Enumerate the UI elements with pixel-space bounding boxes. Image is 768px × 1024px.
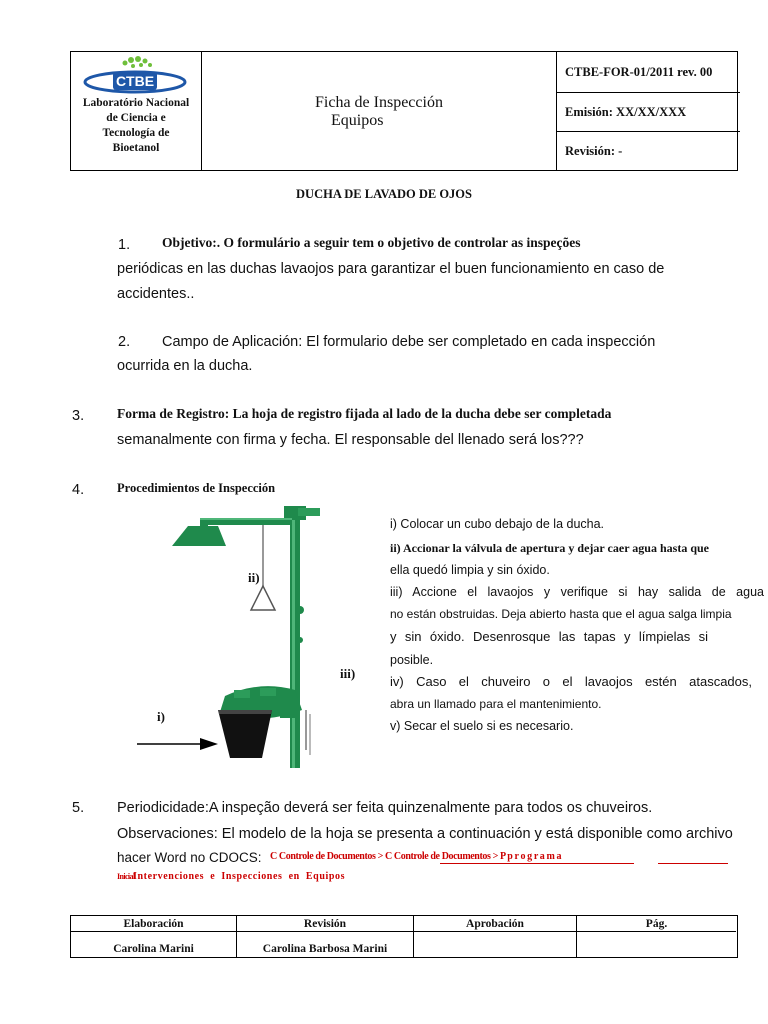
section-1-number: 1. <box>118 237 131 253</box>
col-revision: Revisión Carolina Barbosa Marini <box>237 916 414 957</box>
figure-label-i: i) <box>157 709 165 724</box>
revision: Revisión: - <box>565 143 623 158</box>
form-title: Ficha de Inspección Equipos <box>315 94 443 129</box>
link-underline-1 <box>440 863 634 864</box>
section-5-line1: Periodicidade:A inspeção deverá ser feita quinzenalmente para todos os chuveiros. <box>117 800 653 816</box>
section-4-heading: Procedimientos de Inspección <box>117 481 276 495</box>
step-iii-cont3: posible. <box>390 653 434 667</box>
step-iii: iii) Accione el lavaojos y verifique si hay salida de agua <box>390 585 764 599</box>
ctbe-logo <box>73 54 199 96</box>
section-2-number: 2. <box>118 334 131 350</box>
emission-date: Emisión: XX/XX/XXX <box>557 93 740 132</box>
step-iv: iv) Caso el chuveiro o el lavaojos estén atascados, <box>390 674 752 689</box>
bucket <box>218 710 272 758</box>
section-3-line2: semanalmente con firma y fecha. El responsable del llenado será los??? <box>117 432 584 448</box>
step-iv-cont: abra un llamado para el mantenimiento. <box>390 697 602 711</box>
signature-table <box>70 915 738 958</box>
col-elaboracion: Elaboración Carolina Marini <box>71 916 237 957</box>
section-3-registration: Forma de Registro: La hoja de registro fijada al lado de la ducha debe ser completada <box>117 406 612 421</box>
figure-label-ii: ii) <box>248 570 260 585</box>
eyewash-shower-illustration <box>130 500 370 775</box>
cdocs-link-prefix[interactable]: Inicial <box>117 872 135 881</box>
cdocs-link-folder[interactable]: Intervenciones e Inspecciones en Equipos <box>133 871 346 882</box>
step-i: i) Colocar un cubo debajo de la ducha. <box>390 517 605 531</box>
section-2-line1: Campo de Aplicación: El formulario debe ser completado en cada inspección <box>162 334 656 350</box>
section-1-line3: accidentes.. <box>117 286 195 302</box>
step-iii-cont1: no están obstruidas. Deja abierto hasta que el agua salga limpia <box>390 607 732 621</box>
section-5-number: 5. <box>72 800 85 816</box>
section-5-line3: hacer Word no CDOCS: <box>117 850 262 865</box>
section-4-number: 4. <box>72 482 85 498</box>
section-5-line2: Observaciones: El modelo de la hoja se presenta a continuación y está disponible como archivo <box>117 826 733 842</box>
col-aprobacion: Aprobación <box>414 916 577 957</box>
step-iii-cont2: y sin óxido. Desenrosque las tapas y límpielas si <box>390 629 708 644</box>
pull-handle <box>251 586 275 610</box>
doc-code: CTBE-FOR-01/2011 rev. 00 <box>557 52 740 93</box>
figure-label-iii: iii) <box>340 666 356 681</box>
section-1-objective: Objetivo:. O formulário a seguir tem o objetivo de controlar as inspeções <box>162 235 581 250</box>
section-2-line2: ocurrida en la ducha. <box>117 358 253 374</box>
section-1-line2: periódicas en las duchas lavaojos para garantizar el buen funcionamiento en caso de <box>117 261 665 277</box>
cdocs-link-path[interactable]: C Controle de Documentos > C Controle de Documentos > P p r o g r a m a <box>270 851 562 862</box>
shower-head <box>172 526 226 546</box>
header-logo-cell <box>71 52 202 170</box>
header-meta-cell <box>556 52 740 170</box>
step-v: v) Secar el suelo si es necesario. <box>390 719 574 733</box>
link-underline-2 <box>658 863 728 864</box>
svg-text:CTBE: CTBE <box>115 73 155 89</box>
col-pagina: Pág. <box>577 916 736 957</box>
step-ii-cont: ella quedó limpia y sin óxido. <box>390 563 550 577</box>
doc-title: DUCHA DE LAVADO DE OJOS <box>296 187 472 201</box>
section-3-number: 3. <box>72 408 85 424</box>
lab-name: Laboratório Nacional de Ciencia e Tecnología de Bioetanol <box>82 97 190 154</box>
header-table <box>70 51 738 171</box>
step-ii: ii) Accionar la válvula de apertura y dejar caer agua hasta que <box>390 541 709 555</box>
